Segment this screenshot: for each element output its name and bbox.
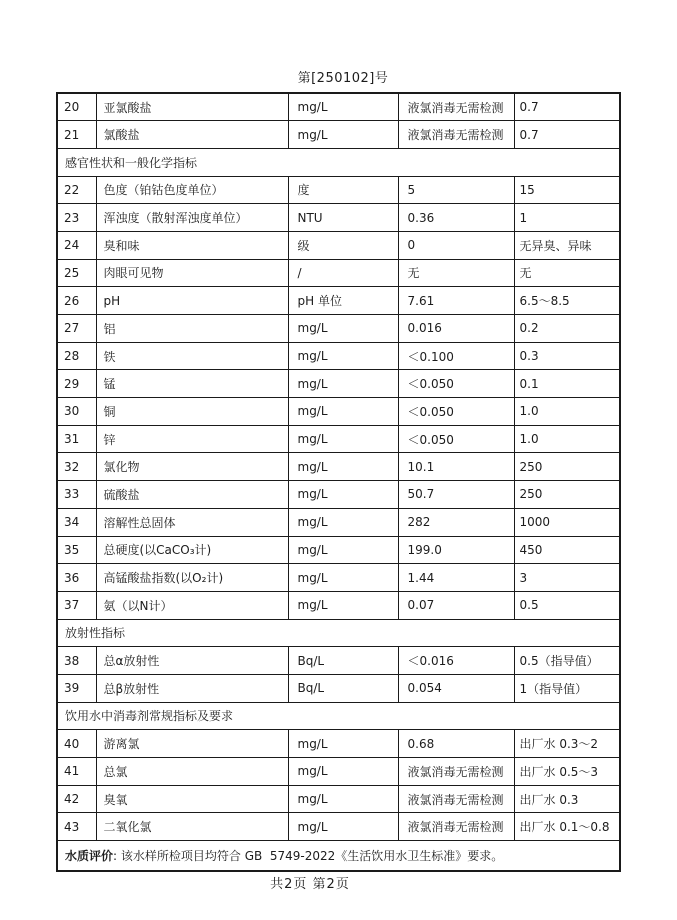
unit: mg/L: [288, 398, 398, 426]
unit: mg/L: [288, 591, 398, 619]
item-name: 浑浊度（散射浑浊度单位）: [96, 204, 288, 232]
unit: mg/L: [288, 785, 398, 813]
unit: mg/L: [288, 730, 398, 758]
unit: /: [288, 259, 398, 287]
table-row: [57, 204, 620, 232]
limit-value: 0.1: [514, 370, 620, 398]
limit-value: 250: [514, 481, 620, 509]
item-name: 铝: [96, 315, 288, 343]
unit: mg/L: [288, 453, 398, 481]
section-label: 感官性状和一般化学指标: [57, 148, 620, 176]
page-number-footer: 共2页 第2页: [270, 877, 350, 892]
result-value: 199.0: [398, 536, 514, 564]
limit-value: 0.7: [514, 121, 620, 149]
result-value: 0.36: [398, 204, 514, 232]
result-value: 5: [398, 176, 514, 204]
unit: mg/L: [288, 481, 398, 509]
result-value: ＜0.100: [398, 342, 514, 370]
table-row: [57, 370, 620, 398]
limit-value: 出厂水 0.5～3: [514, 758, 620, 786]
table-row: [57, 121, 620, 149]
limit-value: 出厂水 0.1～0.8: [514, 813, 620, 841]
unit: 级: [288, 231, 398, 259]
row-number: 35: [57, 536, 96, 564]
section-label: 饮用水中消毒剂常规指标及要求: [57, 702, 620, 730]
item-name: 硫酸盐: [96, 481, 288, 509]
limit-value: 无: [514, 259, 620, 287]
doc-number-title: 第[250102]号: [297, 71, 389, 86]
row-number: 20: [57, 93, 96, 121]
limit-value: 1（指导值）: [514, 674, 620, 702]
result-value: 7.61: [398, 287, 514, 315]
row-number: 38: [57, 647, 96, 675]
result-value: 0.07: [398, 591, 514, 619]
table-row: [57, 536, 620, 564]
item-name: 游离氯: [96, 730, 288, 758]
row-number: 30: [57, 398, 96, 426]
result-value: 0.68: [398, 730, 514, 758]
row-number: 28: [57, 342, 96, 370]
evaluation-label: 水质评价: [65, 848, 114, 863]
limit-value: 0.7: [514, 93, 620, 121]
unit: mg/L: [288, 758, 398, 786]
unit: mg/L: [288, 370, 398, 398]
result-value: 0.016: [398, 315, 514, 343]
table-row: [57, 259, 620, 287]
item-name: 铁: [96, 342, 288, 370]
unit: mg/L: [288, 564, 398, 592]
item-name: 氯化物: [96, 453, 288, 481]
row-number: 40: [57, 730, 96, 758]
unit: mg/L: [288, 425, 398, 453]
row-number: 24: [57, 231, 96, 259]
row-number: 42: [57, 785, 96, 813]
item-name: 总α放射性: [96, 647, 288, 675]
section-row: [57, 619, 620, 647]
section-label: 放射性指标: [57, 619, 620, 647]
row-number: 21: [57, 121, 96, 149]
limit-value: 1.0: [514, 398, 620, 426]
limit-value: 0.2: [514, 315, 620, 343]
table-row: [57, 564, 620, 592]
unit: NTU: [288, 204, 398, 232]
unit: 度: [288, 176, 398, 204]
row-number: 39: [57, 674, 96, 702]
result-value: 1.44: [398, 564, 514, 592]
table-row: [57, 591, 620, 619]
item-name: 氯酸盐: [96, 121, 288, 149]
table-row: [57, 398, 620, 426]
row-number: 22: [57, 176, 96, 204]
table-row: [57, 674, 620, 702]
item-name: 锌: [96, 425, 288, 453]
result-value: ＜0.050: [398, 370, 514, 398]
item-name: 总β放射性: [96, 674, 288, 702]
evaluation-text: : 该水样所检项目均符合 GB 5749-2022《生活饮用水卫生标准》要求。: [113, 848, 504, 863]
row-number: 43: [57, 813, 96, 841]
table-row: [57, 758, 620, 786]
item-name: 肉眼可见物: [96, 259, 288, 287]
limit-value: 1.0: [514, 425, 620, 453]
result-value: 无: [398, 259, 514, 287]
limit-value: 1000: [514, 508, 620, 536]
table-row: [57, 342, 620, 370]
table-row: [57, 730, 620, 758]
table-row: [57, 647, 620, 675]
table-row: [57, 315, 620, 343]
item-name: pH: [96, 287, 288, 315]
item-name: 氨（以N计）: [96, 591, 288, 619]
row-number: 29: [57, 370, 96, 398]
unit: mg/L: [288, 508, 398, 536]
item-name: 铜: [96, 398, 288, 426]
limit-value: 3: [514, 564, 620, 592]
result-value: 液氯消毒无需检测: [398, 785, 514, 813]
row-number: 33: [57, 481, 96, 509]
row-number: 27: [57, 315, 96, 343]
item-name: 亚氯酸盐: [96, 93, 288, 121]
table-row: [57, 453, 620, 481]
table-row: [57, 287, 620, 315]
item-name: 锰: [96, 370, 288, 398]
result-value: 液氯消毒无需检测: [398, 121, 514, 149]
limit-value: 出厂水 0.3: [514, 785, 620, 813]
row-number: 37: [57, 591, 96, 619]
table-row: [57, 813, 620, 841]
limit-value: 0.3: [514, 342, 620, 370]
item-name: 总氯: [96, 758, 288, 786]
result-value: ＜0.050: [398, 398, 514, 426]
result-value: 10.1: [398, 453, 514, 481]
item-name: 色度（铂钴色度单位）: [96, 176, 288, 204]
water-quality-table: [56, 92, 621, 872]
limit-value: 0.5（指导值）: [514, 647, 620, 675]
result-value: 50.7: [398, 481, 514, 509]
evaluation-cell: [57, 841, 620, 871]
row-number: 34: [57, 508, 96, 536]
unit: mg/L: [288, 536, 398, 564]
table-row: [57, 508, 620, 536]
table-row: [57, 231, 620, 259]
unit: mg/L: [288, 121, 398, 149]
row-number: 36: [57, 564, 96, 592]
result-value: 液氯消毒无需检测: [398, 813, 514, 841]
row-number: 32: [57, 453, 96, 481]
result-value: ＜0.050: [398, 425, 514, 453]
item-name: 总硬度(以CaCO₃计): [96, 536, 288, 564]
table-row: [57, 176, 620, 204]
result-value: 282: [398, 508, 514, 536]
row-number: 41: [57, 758, 96, 786]
result-value: ＜0.016: [398, 647, 514, 675]
unit: mg/L: [288, 342, 398, 370]
limit-value: 450: [514, 536, 620, 564]
limit-value: 250: [514, 453, 620, 481]
water-quality-table-body: [57, 93, 620, 871]
limit-value: 无异臭、异味: [514, 231, 620, 259]
row-number: 26: [57, 287, 96, 315]
limit-value: 6.5～8.5: [514, 287, 620, 315]
unit: mg/L: [288, 315, 398, 343]
unit: mg/L: [288, 813, 398, 841]
item-name: 溶解性总固体: [96, 508, 288, 536]
limit-value: 1: [514, 204, 620, 232]
item-name: 臭氧: [96, 785, 288, 813]
result-value: 液氯消毒无需检测: [398, 758, 514, 786]
unit: Bq/L: [288, 674, 398, 702]
result-value: 液氯消毒无需检测: [398, 93, 514, 121]
unit: mg/L: [288, 93, 398, 121]
row-number: 31: [57, 425, 96, 453]
section-row: [57, 702, 620, 730]
item-name: 二氧化氯: [96, 813, 288, 841]
item-name: 高锰酸盐指数(以O₂计): [96, 564, 288, 592]
unit: Bq/L: [288, 647, 398, 675]
table-row: [57, 785, 620, 813]
section-row: [57, 148, 620, 176]
table-row: [57, 425, 620, 453]
limit-value: 出厂水 0.3～2: [514, 730, 620, 758]
row-number: 25: [57, 259, 96, 287]
table-row: [57, 93, 620, 121]
evaluation-row: [57, 841, 620, 871]
item-name: 臭和味: [96, 231, 288, 259]
limit-value: 0.5: [514, 591, 620, 619]
row-number: 23: [57, 204, 96, 232]
limit-value: 15: [514, 176, 620, 204]
unit: pH 单位: [288, 287, 398, 315]
table-row: [57, 481, 620, 509]
result-value: 0: [398, 231, 514, 259]
result-value: 0.054: [398, 674, 514, 702]
